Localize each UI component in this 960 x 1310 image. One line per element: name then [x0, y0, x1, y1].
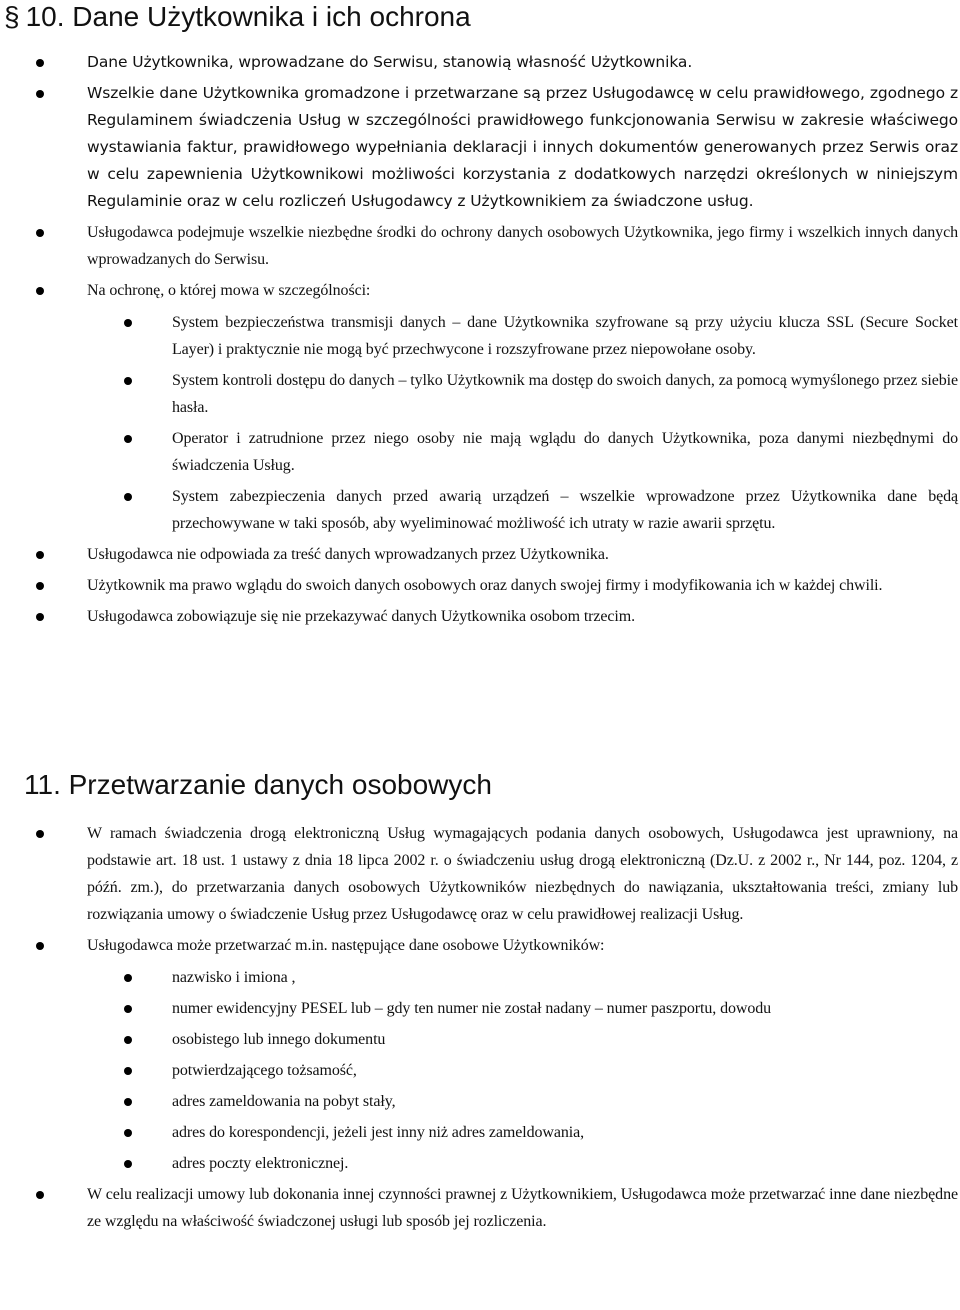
sub-list-item-text: System zabezpieczenia danych przed awarią urządzeń – wszelkie wprowadzone przez Użytkownika dane będą przechowywane w taki sposób, aby wyeliminować możliwość ich utraty w razie awarii sprzętu.	[172, 488, 958, 532]
bullet-icon	[36, 1191, 44, 1199]
bullet-icon	[36, 90, 44, 98]
sub-list-item	[0, 1150, 958, 1177]
sub-list-item-text: adres zameldowania na pobyt stały,	[172, 1093, 396, 1110]
sub-list-item	[0, 483, 958, 537]
bullet-icon	[124, 435, 132, 443]
section-sign: §	[4, 1, 20, 32]
bullet-icon	[124, 1098, 132, 1106]
list-item-text: Usługodawca może przetwarzać m.in. następujące dane osobowe Użytkowników:	[87, 937, 605, 954]
sub-list-item	[0, 309, 958, 363]
sub-list-item	[0, 1088, 958, 1115]
list-item	[0, 80, 960, 215]
list-item-text: W ramach świadczenia drogą elektroniczną Usług wymagających podania danych osobowych, Usługodawca jest uprawniony, na podstawie art. 18 ust. 1 ustawy z dnia 18 lipca 2002 r. o świadczeniu usług drogą elektroniczną (Dz.U. z 2002 r., Nr 144, poz. 1204, z późń. zm.), do przetwarzania danych osobowych Użytkowników niezbędnych do nawiązania, ukształtowania treści, zmiany lub rozwiązania umowy o świadczenie Usług przez Usługodawcę oraz w celu prawidłowej realizacji Usług.	[87, 825, 958, 923]
list-item-text: Usługodawca podejmuje wszelkie niezbędne środki do ochrony danych osobowych Użytkownika, jego firmy i wszelkich innych danych wprowadzanych do Serwisu.	[87, 224, 958, 268]
sub-list-item	[0, 995, 958, 1022]
sub-list-item	[0, 367, 958, 421]
section-11-list	[0, 820, 960, 1235]
bullet-icon	[36, 830, 44, 838]
list-item	[0, 49, 960, 76]
sub-list-item-text: potwierdzającego tożsamość,	[172, 1062, 357, 1079]
bullet-icon	[124, 319, 132, 327]
sub-list-item-text: numer ewidencyjny PESEL lub – gdy ten numer nie został nadany – numer paszportu, dowodu	[172, 1000, 772, 1017]
section-11-title: 11. Przetwarzanie danych osobowych	[24, 769, 492, 800]
list-item-text: Wszelkie dane Użytkownika gromadzone i przetwarzane są przez Usługodawcę w celu prawidłowego, zgodnego z Regulaminem świadczenia Usług w szczególności prawidłowego funkcjonowania Serwisu w zakresie właściwego wystawiania faktur, prawidłowego wypełniania deklaracji i innych dokumentów generowanych przez Serwis oraz w celu zapewnienia Użytkownikowi możliwości korzystania z dodatkowych narzędzi określonych w niniejszym Regulaminie oraz w celu rozliczeń Usługodawcy z Użytkownikiem za świadczone usług.	[87, 84, 958, 210]
section-10-heading	[4, 1, 471, 33]
list-item	[0, 820, 960, 928]
bullet-icon	[36, 942, 44, 950]
list-item-text: Usługodawca zobowiązuje się nie przekazywać danych Użytkownika osobom trzecim.	[87, 608, 635, 625]
sub-list-item-text: System bezpieczeństwa transmisji danych – dane Użytkownika szyfrowane są przy użyciu klucza SSL (Secure Socket Layer) i praktycznie nie mogą być przechwycone i rozszyfrowane przez niepowołane osoby.	[172, 314, 958, 358]
sub-list-item	[0, 964, 958, 991]
bullet-icon	[124, 1036, 132, 1044]
personal-data-sublist	[0, 964, 958, 1177]
sub-list-item	[0, 1119, 958, 1146]
section-10-title: 10. Dane Użytkownika i ich ochrona	[25, 1, 471, 32]
bullet-icon	[36, 287, 44, 295]
section-10-list	[0, 49, 960, 630]
sub-list-item-text: System kontroli dostępu do danych – tylko Użytkownik ma dostęp do swoich danych, za pomocą wymyślonego przez siebie hasła.	[172, 372, 958, 416]
bullet-icon	[124, 1067, 132, 1075]
list-item	[0, 219, 960, 273]
bullet-icon	[124, 377, 132, 385]
bullet-icon	[36, 551, 44, 559]
list-item-text: Na ochronę, o której mowa w szczególności:	[87, 282, 371, 299]
list-item	[0, 932, 960, 1177]
bullet-icon	[124, 974, 132, 982]
section-11-heading	[24, 769, 492, 801]
list-item	[0, 277, 960, 537]
list-item-text: W celu realizacji umowy lub dokonania innej czynności prawnej z Użytkownikiem, Usługodawca może przetwarzać inne dane niezbędne ze względu na właściwość świadczonej usługi lub sposób jej rozliczenia.	[87, 1186, 958, 1230]
list-item	[0, 1181, 960, 1235]
sub-list-item-text: osobistego lub innego dokumentu	[172, 1031, 386, 1048]
list-item-text: Dane Użytkownika, wprowadzane do Serwisu, stanowią własność Użytkownika.	[87, 53, 693, 71]
sub-list-item-text: Operator i zatrudnione przez niego osoby nie mają wglądu do danych Użytkownika, poza danymi niezbędnymi do świadczenia Usług.	[172, 430, 958, 474]
list-item-text: Usługodawca nie odpowiada za treść danych wprowadzanych przez Użytkownika.	[87, 546, 609, 563]
sub-list-item-text: adres do korespondencji, jeżeli jest inny niż adres zameldowania,	[172, 1124, 585, 1141]
bullet-icon	[124, 1129, 132, 1137]
sub-list-item-text: nazwisko i imiona ,	[172, 969, 296, 986]
protection-sublist	[0, 309, 958, 537]
sub-list-item	[0, 1026, 958, 1053]
bullet-icon	[36, 582, 44, 590]
sub-list-item	[0, 425, 958, 479]
list-item	[0, 541, 960, 568]
bullet-icon	[36, 59, 44, 67]
bullet-icon	[36, 229, 44, 237]
list-item-text: Użytkownik ma prawo wglądu do swoich danych osobowych oraz danych swojej firmy i modyfikowania ich w każdej chwili.	[87, 577, 883, 594]
sub-list-item	[0, 1057, 958, 1084]
bullet-icon	[124, 1160, 132, 1168]
list-item	[0, 572, 960, 599]
bullet-icon	[124, 1005, 132, 1013]
list-item	[0, 603, 960, 630]
bullet-icon	[124, 493, 132, 501]
sub-list-item-text: adres poczty elektronicznej.	[172, 1155, 349, 1172]
bullet-icon	[36, 613, 44, 621]
